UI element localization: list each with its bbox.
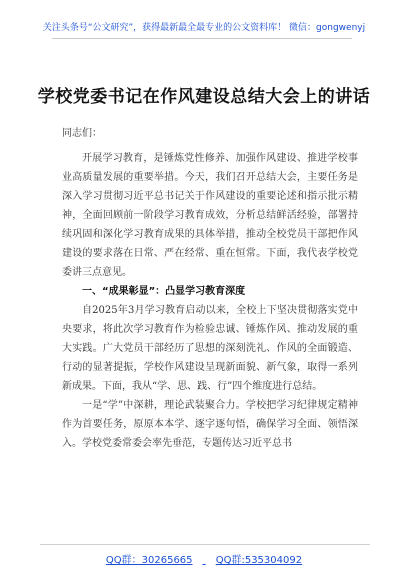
section1-paragraph-1: 自2025年3月学习教育启动以来，全校上下坚决贯彻落实党中央要求，将此次学习教育作为检验忠诚、锤炼作风、推动发展的重大实践。广大党员干部经历了思想的深刻洗礼、作风的全面锻造、行动的显著提振，学校作风建设呈现新面貌、新气象，取得一系列新成果。下面，我从“学、思、践、行”四个维度进行总结。 [62,305,358,392]
document-body [62,124,358,453]
footer-qq-group-1[interactable]: QQ群：30265665 [105,555,193,566]
page-title: 学校党委书记在作风建设总结大会上的讲话 [37,87,371,107]
footer-contacts [0,551,408,566]
section1-paragraph-2: 一是“学”中深耕，理论武装聚合力。学校把学习纪律规定精神作为首要任务，原原本本学、逐字逐句悟，确保学习全面、领悟深入。学校党委常委会率先垂范，专题传达习近平总书 [62,400,358,449]
section-heading-1: 一、“成果彰显”：凸显学习教育深度 [82,286,246,297]
header-divider [52,38,352,39]
footer-qq-group-2[interactable]: QQ群:535304092 [215,555,303,566]
footer-divider [40,544,370,545]
salutation: 同志们： [62,128,102,139]
header-promo-text: 关注头条号“公文研究”，获得最新最全最专业的公文资料库！ 微信：gongwenyj [42,23,366,33]
intro-paragraph: 开展学习教育，是锤炼党性修养、加强作风建设、推进学校事业高质量发展的重要举措。今天，我们召开总结大会，主要任务是深入学习贯彻习近平总书记关于作风建设的重要论述和指示批示精神，全面回顾前一阶段学习教育成效，分析总结鲜活经验，部署持续巩固和深化学习教育成果的具体举措，推动全校党员干部把作风建设的要求落在日常、严在经常、重在恒常。下面，我代表学校党委讲三点意见。 [62,153,358,278]
